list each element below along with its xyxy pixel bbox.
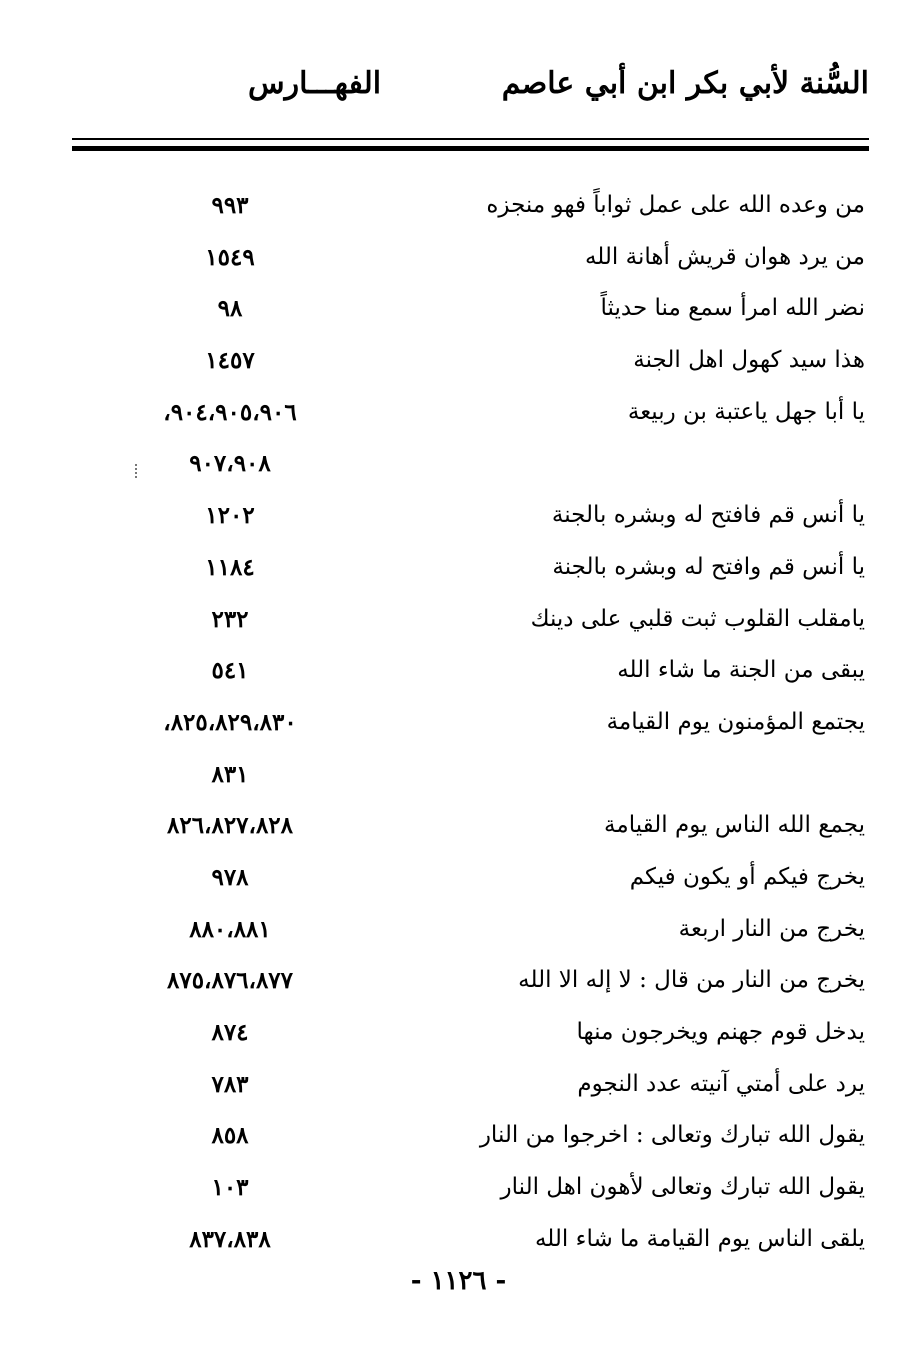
- hadith-text: يامقلب القلوب ثبت قلبي على دينك: [530, 605, 865, 632]
- index-row: [0, 289, 917, 341]
- hadith-refs: ٧٨٣: [211, 1070, 249, 1098]
- index-row: [0, 548, 917, 600]
- hadith-refs: ٨٨٠،٨٨١: [189, 915, 271, 943]
- hadith-refs: ٢٣٢: [211, 605, 249, 633]
- hadith-text: يخرج من النار من قال : لا إله الا الله: [518, 967, 865, 994]
- hadith-text: يجمع الله الناس يوم القيامة: [604, 812, 865, 839]
- book-title: السُّنة لأبي بكر ابن أبي عاصم: [501, 66, 869, 101]
- hadith-text: يقول الله تبارك وتعالى : اخرجوا من النار: [479, 1122, 865, 1149]
- index-row-continuation: [0, 755, 917, 807]
- hadith-refs: ٨٢٦،٨٢٧،٨٢٨: [166, 812, 294, 840]
- hadith-text: يخرج من النار اربعة: [678, 915, 865, 942]
- hadith-text: يرد على أمتي آنيته عدد النجوم: [577, 1070, 865, 1097]
- hadith-text: يجتمع المؤمنون يوم القيامة: [606, 708, 865, 735]
- hadith-refs: ٥٤١: [211, 657, 249, 685]
- hadith-refs: ٨٧٥،٨٧٦،٨٧٧: [166, 967, 294, 995]
- header-rule-thin: [72, 138, 869, 140]
- index-row: [0, 1013, 917, 1065]
- hadith-text: يلقى الناس يوم القيامة ما شاء الله: [534, 1225, 865, 1252]
- hadith-refs: ١١٨٤: [205, 553, 255, 581]
- hadith-text: نضر الله امرأ سمع منا حديثاً: [600, 295, 865, 322]
- index-row: [0, 186, 917, 238]
- index-row: [0, 600, 917, 652]
- index-row: [0, 1220, 917, 1272]
- hadith-refs: ١٠٣: [211, 1174, 249, 1202]
- hadith-refs: ٨٣١: [211, 760, 249, 788]
- hadith-text: يا أنس قم فافتح له وبشره بالجنة: [551, 502, 865, 529]
- hadith-refs: ٩٠٧،٩٠٨: [189, 450, 271, 478]
- index-row: [0, 703, 917, 755]
- hadith-text: يبقى من الجنة ما شاء الله: [617, 657, 865, 684]
- index-row: [0, 1065, 917, 1117]
- scan-speck: [135, 464, 139, 478]
- hadith-text: هذا سيد كهول اهل الجنة: [633, 347, 865, 374]
- index-row: [0, 858, 917, 910]
- index-row: [0, 496, 917, 548]
- header-rule-thick: [72, 146, 869, 151]
- index-row: [0, 238, 917, 290]
- hadith-text: يدخل قوم جهنم ويخرجون منها: [576, 1019, 865, 1045]
- hadith-refs: ٩٩٣: [211, 192, 249, 219]
- hadith-refs: ١٥٤٩: [205, 243, 255, 271]
- index-row: [0, 393, 917, 445]
- index-row: [0, 651, 917, 703]
- section-title: الفهـــارس: [248, 66, 382, 101]
- index-row: [0, 1116, 917, 1168]
- hadith-refs: ٨٥٨: [211, 1122, 249, 1150]
- hadith-text: يا أنس قم وافتح له وبشره بالجنة: [552, 553, 865, 580]
- index-row: [0, 910, 917, 962]
- page-number: - ١١٢٦ -: [410, 1266, 507, 1296]
- hadith-refs: ٨٣٧،٨٣٨: [189, 1225, 271, 1253]
- index-row: [0, 806, 917, 858]
- index-row: [0, 1168, 917, 1220]
- hadith-refs: ٩٨: [217, 295, 243, 323]
- hadith-refs: ١٤٥٧: [205, 347, 255, 375]
- index-entries: [0, 186, 917, 1271]
- index-row: [0, 341, 917, 393]
- index-row: [0, 961, 917, 1013]
- hadith-refs: ٨٧٤: [211, 1019, 249, 1046]
- hadith-refs: ٨٢٥،٨٢٩،٨٣٠،: [163, 708, 297, 736]
- hadith-text: يقول الله تبارك وتعالى لأهون اهل النار: [500, 1174, 865, 1201]
- hadith-text: يا أبا جهل ياعتبة بن ربيعة: [627, 398, 865, 425]
- hadith-refs: ٩٠٤،٩٠٥،٩٠٦،: [163, 398, 297, 426]
- hadith-text: من وعده الله على عمل ثواباً فهو منجزه: [486, 192, 865, 218]
- hadith-refs: ٩٧٨: [211, 863, 249, 891]
- hadith-text: من يرد هوان قريش أهانة الله: [584, 243, 865, 270]
- hadith-text: يخرج فيكم أو يكون فيكم: [629, 863, 865, 890]
- hadith-refs: ١٢٠٢: [205, 502, 255, 530]
